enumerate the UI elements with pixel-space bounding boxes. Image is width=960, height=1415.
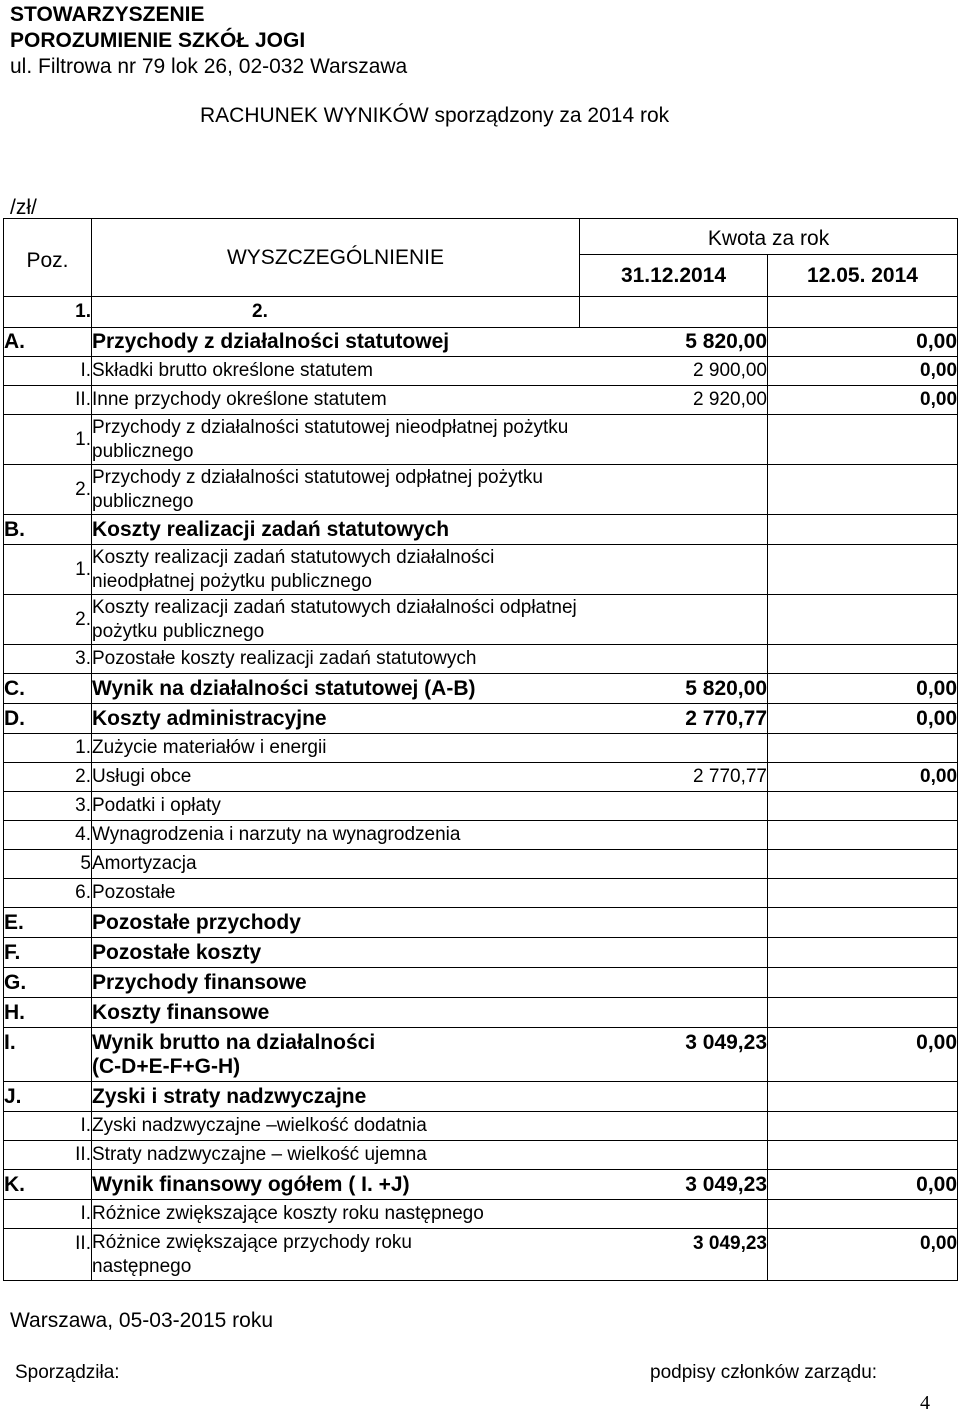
table-row: 4. Wynagrodzenia i narzuty na wynagrodzenia: [4, 821, 958, 850]
table-row: J. Zyski i straty nadzwyczajne: [4, 1082, 958, 1112]
table-row: 1. Przychody z działalności statutowej nieodpłatnej pożytku publicznego: [4, 415, 958, 465]
header-col-1: 1.: [4, 297, 92, 328]
table-row: I. Składki brutto określone statutem 2 900,00 0,00: [4, 357, 958, 386]
table-row: II. Straty nadzwyczajne – wielkość ujemna: [4, 1141, 958, 1170]
currency-unit: /zł/: [10, 196, 37, 219]
table-row: II. Różnice zwiększające przychody roku następnego 3 049,23 0,00: [4, 1229, 958, 1281]
org-name-line2: POROZUMIENIE SZKÓŁ JOGI: [10, 29, 306, 52]
table-row: H. Koszty finansowe: [4, 998, 958, 1028]
table-row: E. Pozostałe przychody: [4, 908, 958, 938]
header-kwota: Kwota za rok: [580, 219, 958, 255]
table-row: C. Wynik na działalności statutowej (A-B) 5 820,00 0,00: [4, 674, 958, 704]
header-col-2: 2.: [92, 297, 580, 328]
prepared-by-label: Sporządziła:: [15, 1362, 120, 1383]
table-row: 6. Pozostałe: [4, 879, 958, 908]
table-row: 2. Przychody z działalności statutowej odpłatnej pożytku publicznego: [4, 465, 958, 515]
income-statement-table: [3, 218, 958, 1281]
page-number: 4: [920, 1392, 930, 1414]
header-poz: Poz.: [4, 219, 92, 297]
organization-header: [10, 2, 407, 80]
table-row: B. Koszty realizacji zadań statutowych: [4, 515, 958, 545]
table-row: 1. Zużycie materiałów i energii: [4, 734, 958, 763]
table-row: 5 Amortyzacja: [4, 850, 958, 879]
document-title: RACHUNEK WYNIKÓW sporządzony za 2014 rok: [200, 104, 670, 127]
table-row: D. Koszty administracyjne 2 770,77 0,00: [4, 704, 958, 734]
table-row: A. Przychody z działalności statutowej 5 820,00 0,00: [4, 328, 958, 357]
table-row: K. Wynik finansowy ogółem ( I. +J) 3 049,23 0,00: [4, 1170, 958, 1200]
table-row: I. Zyski nadzwyczajne –wielkość dodatnia: [4, 1112, 958, 1141]
place-and-date: Warszawa, 05-03-2015 roku: [10, 1309, 274, 1332]
table-row: II. Inne przychody określone statutem 2 920,00 0,00: [4, 386, 958, 415]
board-signatures-label: podpisy członków zarządu:: [650, 1362, 878, 1383]
table-row: F. Pozostałe koszty: [4, 938, 958, 968]
table-row: 3. Pozostałe koszty realizacji zadań statutowych: [4, 645, 958, 674]
header-wyszczegolnienie: WYSZCZEGÓLNIENIE: [92, 219, 580, 297]
header-date-1: 31.12.2014: [580, 255, 768, 297]
table-row: G. Przychody finansowe: [4, 968, 958, 998]
table-row: 3. Podatki i opłaty: [4, 792, 958, 821]
table-row: I. Wynik brutto na działalności (C-D+E-F+G-H) 3 049,23 0,00: [4, 1028, 958, 1082]
org-name-line1: STOWARZYSZENIE: [10, 3, 205, 26]
org-address: ul. Filtrowa nr 79 lok 26, 02-032 Warszawa: [10, 55, 408, 78]
table-row: 2. Koszty realizacji zadań statutowych działalności odpłatnej pożytku publicznego: [4, 595, 958, 645]
header-date-2: 12.05. 2014: [768, 255, 958, 297]
table-row: 1. Koszty realizacji zadań statutowych działalności nieodpłatnej pożytku publicznego: [4, 545, 958, 595]
table-row: I. Różnice zwiększające koszty roku następnego: [4, 1200, 958, 1229]
table-row: 2. Usługi obce 2 770,77 0,00: [4, 763, 958, 792]
